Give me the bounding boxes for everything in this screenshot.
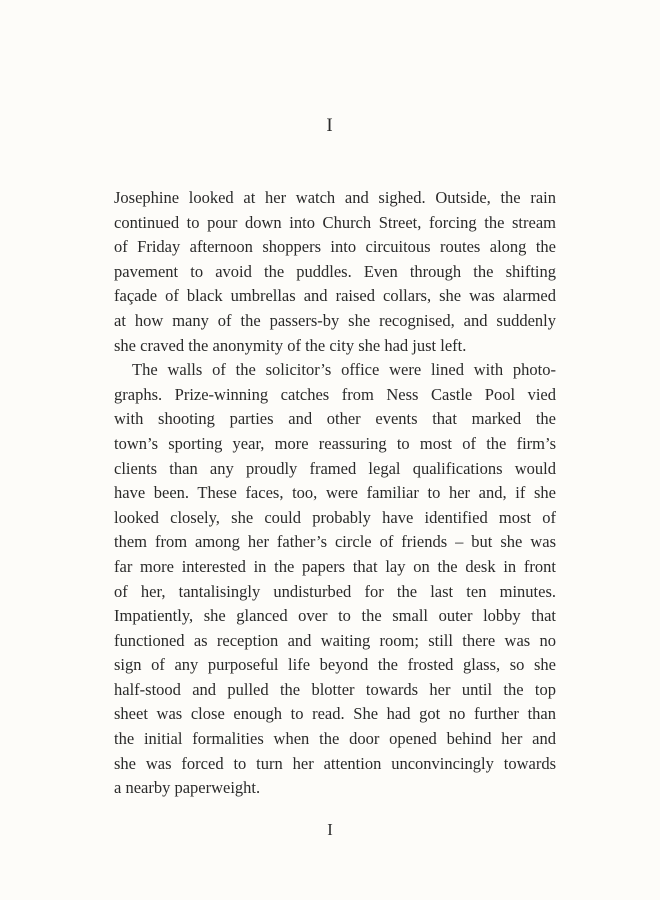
text-line: Josephine looked at her watch and sighed. Outside, the rain bbox=[114, 188, 556, 207]
text-line: clients than any proudly framed legal qualifications would bbox=[114, 458, 556, 478]
text-line: functioned as reception and waiting room; still there was no bbox=[114, 630, 556, 650]
text-line: town’s sporting year, more reassuring to most of the firm’s bbox=[114, 433, 556, 453]
paragraph-2 bbox=[114, 358, 556, 801]
text-line: she craved the anonymity of the city she had just left. bbox=[114, 335, 467, 355]
text-line: The walls of the solicitor’s office were lined with photo- bbox=[132, 360, 556, 380]
text-line: far more interested in the papers that lay on the desk in front bbox=[114, 556, 556, 576]
text-line: of Friday afternoon shoppers into circuitous routes along the bbox=[114, 237, 556, 257]
text-line: pavement to avoid the puddles. Even through the shifting bbox=[114, 261, 556, 281]
paragraph-1 bbox=[114, 186, 556, 358]
text-line: a nearby paperweight. bbox=[114, 778, 261, 798]
text-line: graphs. Prize-winning catches from Ness Castle Pool vied bbox=[114, 384, 556, 404]
text-line: at how many of the passers-by she recognised, and suddenly bbox=[114, 310, 556, 330]
text-line: the initial formalities when the door opened behind her and bbox=[114, 729, 556, 749]
text-line: them from among her father’s circle of friends – but she was bbox=[114, 532, 556, 552]
text-line: with shooting parties and other events that marked the bbox=[114, 409, 556, 429]
chapter-number: I bbox=[326, 115, 334, 136]
text-line: continued to pour down into Church Street, forcing the stream bbox=[114, 212, 556, 232]
text-line: Impatiently, she glanced over to the small outer lobby that bbox=[114, 606, 556, 626]
body-text bbox=[114, 186, 556, 801]
page-number: I bbox=[327, 820, 333, 839]
text-line: half-stood and pulled the blotter towards her until the top bbox=[114, 679, 556, 699]
text-line: looked closely, she could probably have identified most of bbox=[114, 507, 556, 527]
text-line: of her, tantalisingly undisturbed for the last ten minutes. bbox=[114, 581, 556, 601]
text-line: sheet was close enough to read. She had got no further than bbox=[114, 704, 556, 724]
text-line: façade of black umbrellas and raised collars, she was alarmed bbox=[114, 286, 556, 306]
text-line: have been. These faces, too, were familiar to her and, if she bbox=[114, 483, 556, 503]
text-line: sign of any purposeful life beyond the frosted glass, so she bbox=[114, 655, 556, 675]
text-line: she was forced to turn her attention unconvincingly towards bbox=[114, 753, 556, 773]
